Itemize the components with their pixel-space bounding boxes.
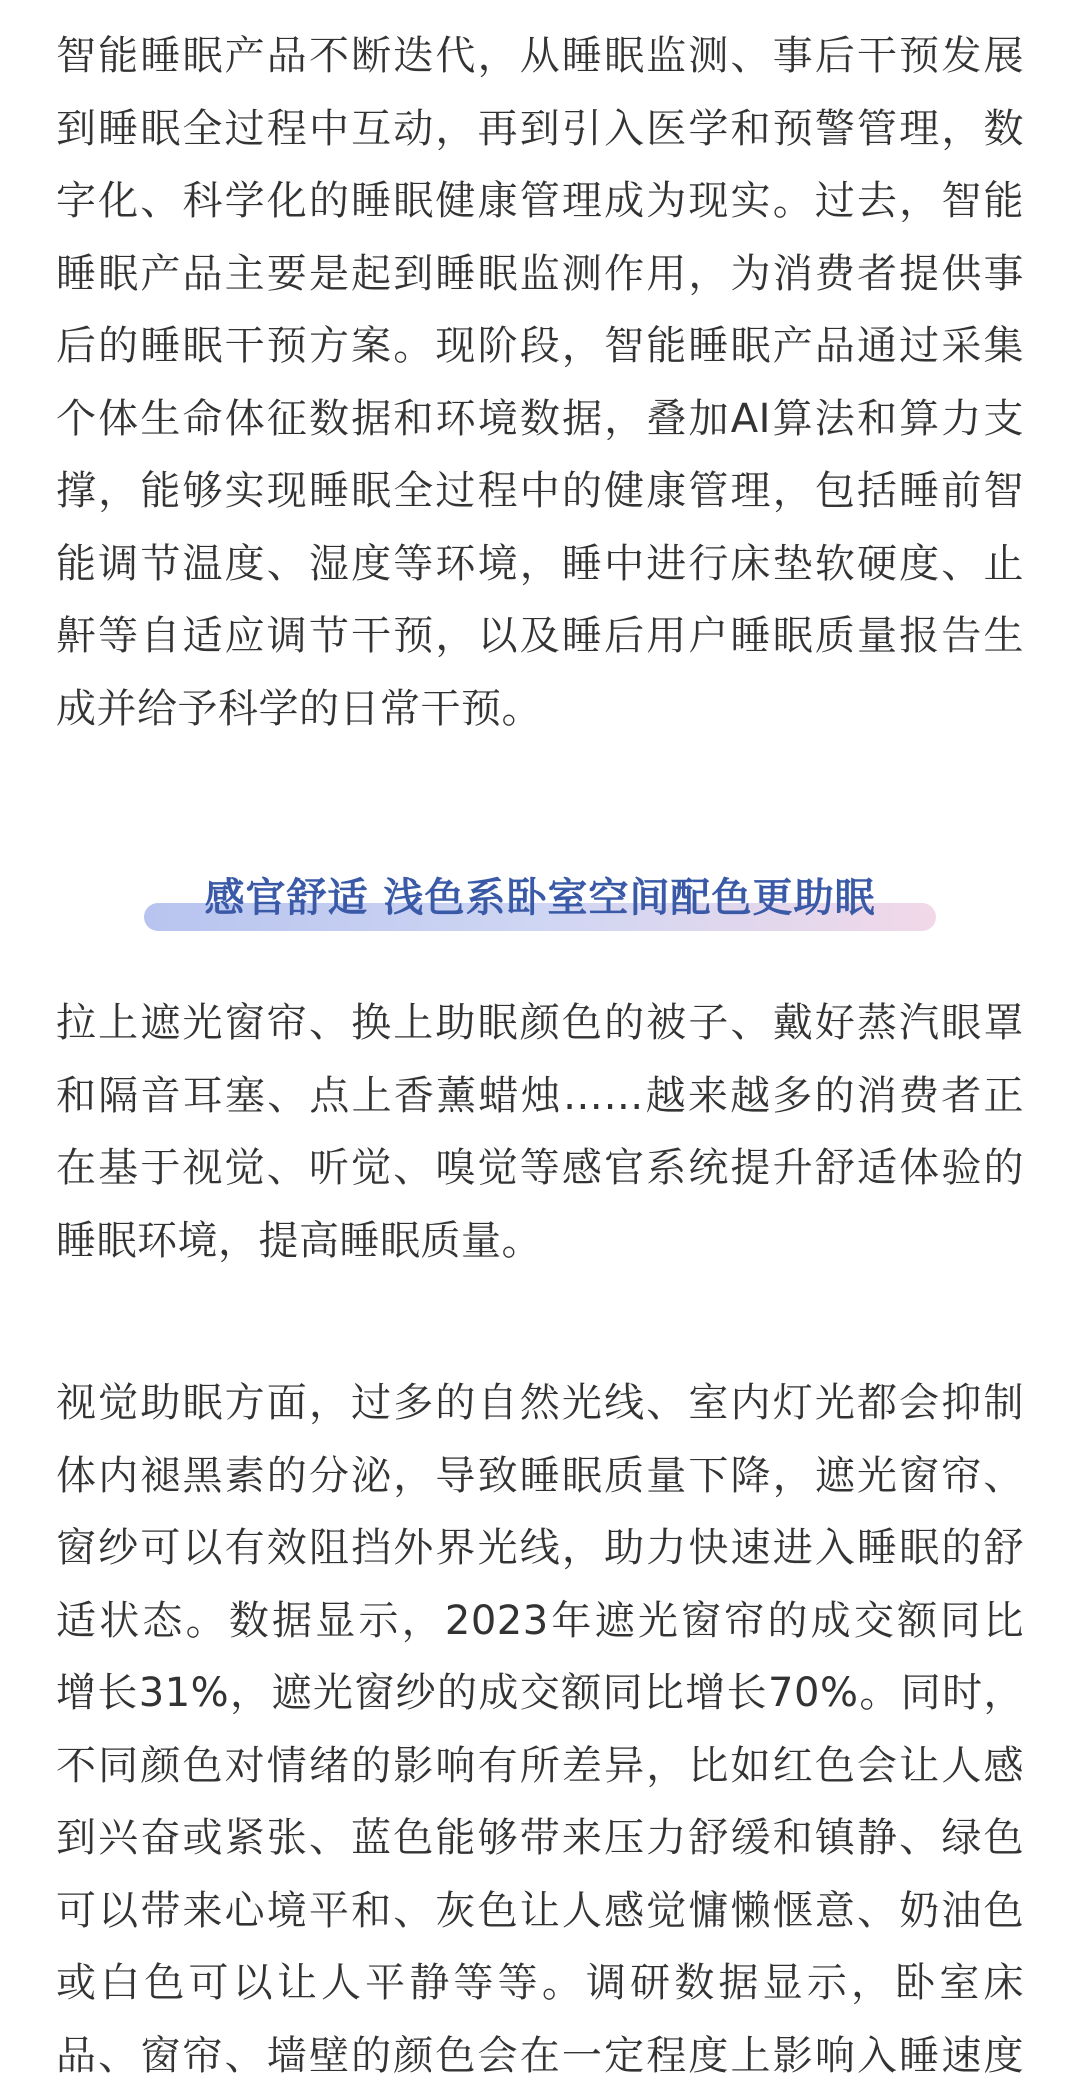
text-line: 鼾等自适应调节干预，以及睡后用户睡眠质量报告生 xyxy=(56,600,1024,673)
text-line: 不同颜色对情绪的影响有所差异，比如红色会让人感 xyxy=(56,1730,1024,1803)
text-line: 到睡眠全过程中互动，再到引入医学和预警管理，数 xyxy=(56,93,1024,166)
text-line: 和隔音耳塞、点上香薰蜡烛……越来越多的消费者正 xyxy=(56,1060,1024,1133)
text-line: 成并给予科学的日常干预。 xyxy=(56,673,1024,746)
text-line: 可以带来心境平和、灰色让人感觉慵懒惬意、奶油色 xyxy=(56,1875,1024,1948)
text-line: 在基于视觉、听觉、嗅觉等感官系统提升舒适体验的 xyxy=(56,1132,1024,1205)
paragraph-visual xyxy=(56,1367,1024,2092)
paragraph-intro xyxy=(56,20,1024,745)
text-line: 拉上遮光窗帘、换上助眠颜色的被子、戴好蒸汽眼罩 xyxy=(56,987,1024,1060)
text-line: 体内褪黑素的分泌，导致睡眠质量下降，遮光窗帘、 xyxy=(56,1440,1024,1513)
paragraph-sensory xyxy=(56,987,1024,1277)
section-heading: 感官舒适 浅色系卧室空间配色更助眠 xyxy=(56,863,1024,933)
section-heading-block xyxy=(56,863,1024,933)
text-line: 字化、科学化的睡眠健康管理成为现实。过去，智能 xyxy=(56,165,1024,238)
article-body xyxy=(56,20,1024,2092)
text-line: 或白色可以让人平静等等。调研数据显示，卧室床 xyxy=(56,1947,1024,2020)
text-line: 睡眠环境，提高睡眠质量。 xyxy=(56,1205,1024,1278)
text-line: 能调节温度、湿度等环境，睡中进行床垫软硬度、止 xyxy=(56,528,1024,601)
text-line: 睡眠产品主要是起到睡眠监测作用，为消费者提供事 xyxy=(56,238,1024,311)
text-line: 到兴奋或紧张、蓝色能够带来压力舒缓和镇静、绿色 xyxy=(56,1802,1024,1875)
text-line: 品、窗帘、墙壁的颜色会在一定程度上影响入睡速度 xyxy=(56,2020,1024,2092)
text-line: 撑，能够实现睡眠全过程中的健康管理，包括睡前智 xyxy=(56,455,1024,528)
text-line: 窗纱可以有效阻挡外界光线，助力快速进入睡眠的舒 xyxy=(56,1512,1024,1585)
text-line: 适状态。数据显示，2023年遮光窗帘的成交额同比 xyxy=(56,1585,1024,1658)
text-line: 个体生命体征数据和环境数据，叠加AI算法和算力支 xyxy=(56,383,1024,456)
text-line: 后的睡眠干预方案。现阶段，智能睡眠产品通过采集 xyxy=(56,310,1024,383)
text-line: 智能睡眠产品不断迭代，从睡眠监测、事后干预发展 xyxy=(56,20,1024,93)
text-line: 增长31%，遮光窗纱的成交额同比增长70%。同时， xyxy=(56,1657,1024,1730)
paragraph-gap xyxy=(56,1277,1024,1367)
text-line: 视觉助眠方面，过多的自然光线、室内灯光都会抑制 xyxy=(56,1367,1024,1440)
